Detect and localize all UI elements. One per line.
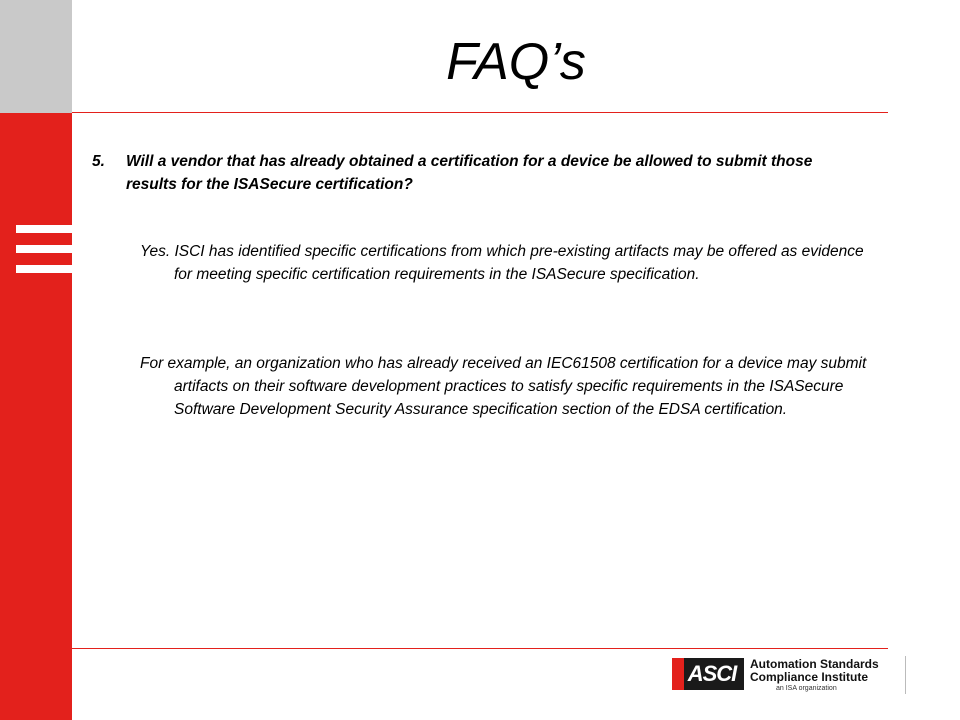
sidebar-stripe xyxy=(16,225,72,233)
logo-line-2: Compliance Institute xyxy=(750,670,869,684)
sidebar-grey-band xyxy=(0,0,72,113)
asci-logo-mark: ASCI xyxy=(672,658,744,690)
question-number: 5. xyxy=(92,153,105,170)
logo-text xyxy=(750,658,879,694)
sidebar-stripe xyxy=(16,245,72,253)
title-divider xyxy=(72,112,888,113)
sidebar-red-band xyxy=(0,113,72,720)
faq-question xyxy=(92,150,852,196)
slide-title: FAQ’s xyxy=(446,33,586,91)
answer-paragraph: Yes. ISCI has identified specific certifications from which pre-existing artifacts may be offered as evidence for meeting specific certification requirements in the ISASecure specification. xyxy=(140,243,864,283)
answer-paragraph: For example, an organization who has already received an IEC61508 certification for a device may submit artifacts on their software development practices to satisfy specific requirements in the ISASecure Software Development Security Assurance specification section of the EDSA certification. xyxy=(140,355,867,418)
sidebar-stripe xyxy=(16,265,72,273)
logo-line-1: Automation Standards xyxy=(750,657,879,671)
question-text: Will a vendor that has already obtained a certification for a device be allowed to submit those results for the ISASecure certification? xyxy=(126,153,813,193)
logo-line-3: an ISA organization xyxy=(776,685,837,692)
asci-logo xyxy=(672,658,902,694)
footer-divider xyxy=(72,648,888,649)
